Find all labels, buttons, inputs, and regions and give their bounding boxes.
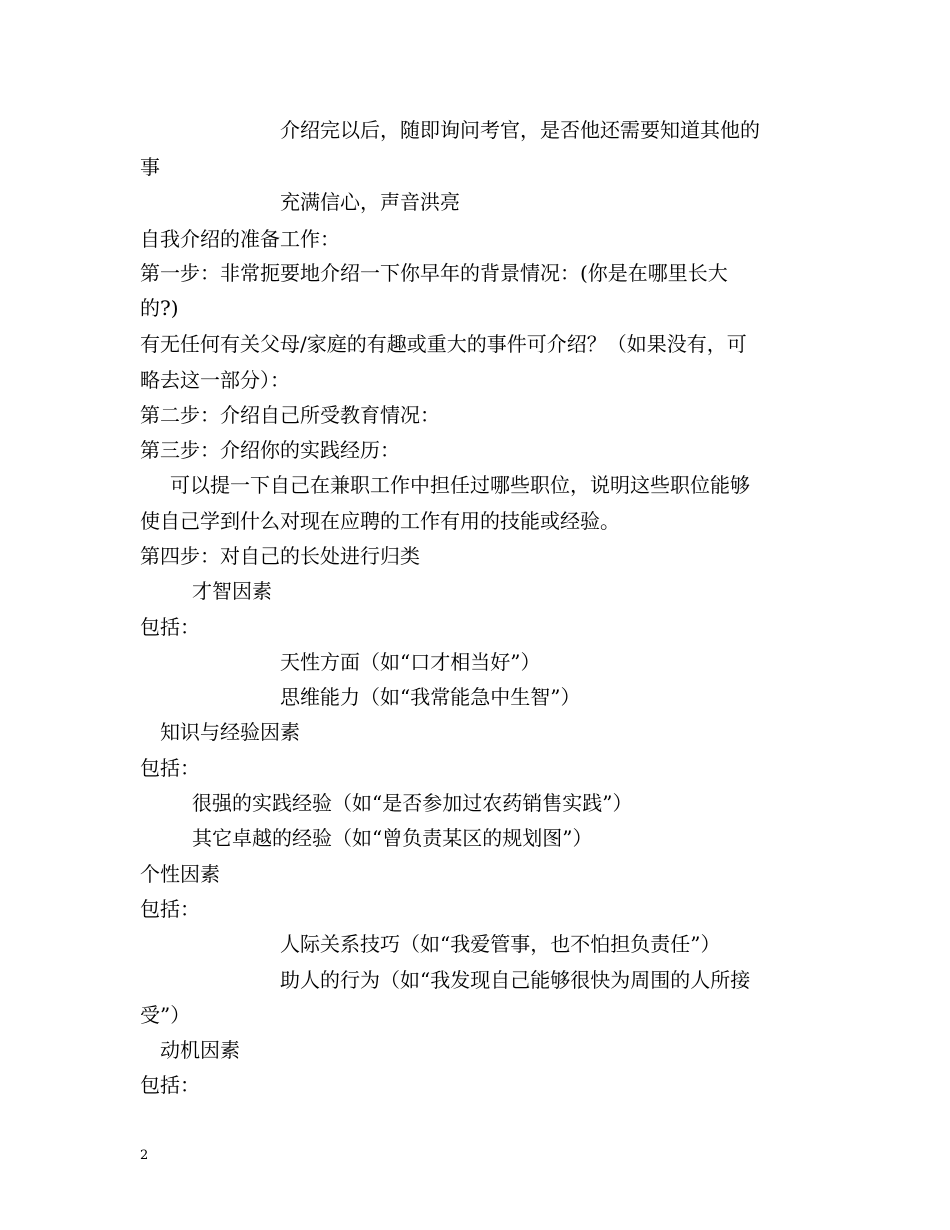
page-number: 2 [140,1148,149,1163]
text-line: 的?) [140,296,179,320]
text-line: 第一步：非常扼要地介绍一下你早年的背景情况：(你是在哪里长大 [140,261,728,285]
text-line: 使自己学到什么对现在应聘的工作有用的技能或经验。 [140,509,620,533]
text-line: 受”） [140,1003,191,1027]
text-line: 第二步：介绍自己所受教育情况： [140,403,440,427]
text-line: 可以提一下自己在兼职工作中担任过哪些职位，说明这些职位能够 [170,473,750,497]
text-line: 略去这一部分）： [140,368,290,392]
text-line: 第三步：介绍你的实践经历： [140,438,400,462]
text-line: 自我介绍的准备工作： [140,227,340,251]
text-line: 事 [140,155,160,179]
text-line: 包括： [140,756,200,780]
text-line: 个性因素 [140,862,220,886]
text-line: 人际关系技巧（如“我爱管事，也不怕担负责任”） [280,932,721,956]
text-line: 有无任何有关父母/家庭的有趣或重大的事件可介绍？（如果没有，可 [140,332,747,356]
text-line: 天性方面（如“口才相当好”） [280,650,541,674]
text-line: 动机因素 [160,1038,240,1062]
text-line: 其它卓越的经验（如“曾负责某区的规划图”） [192,826,593,850]
text-line: 第四步：对自己的长处进行归类 [140,544,420,568]
text-line: 思维能力（如“我常能急中生智”） [280,685,581,709]
text-line: 才智因素 [192,579,272,603]
text-line: 助人的行为（如“我发现自己能够很快为周围的人所接 [280,968,751,992]
text-line: 包括： [140,897,200,921]
text-line: 很强的实践经验（如“是否参加过农药销售实践”） [192,791,633,815]
text-line: 充满信心，声音洪亮 [280,190,460,214]
text-line: 包括： [140,615,200,639]
text-line: 包括： [140,1073,200,1097]
text-line: 知识与经验因素 [160,720,300,744]
text-line: 介绍完以后，随即询问考官，是否他还需要知道其他的 [280,118,760,142]
